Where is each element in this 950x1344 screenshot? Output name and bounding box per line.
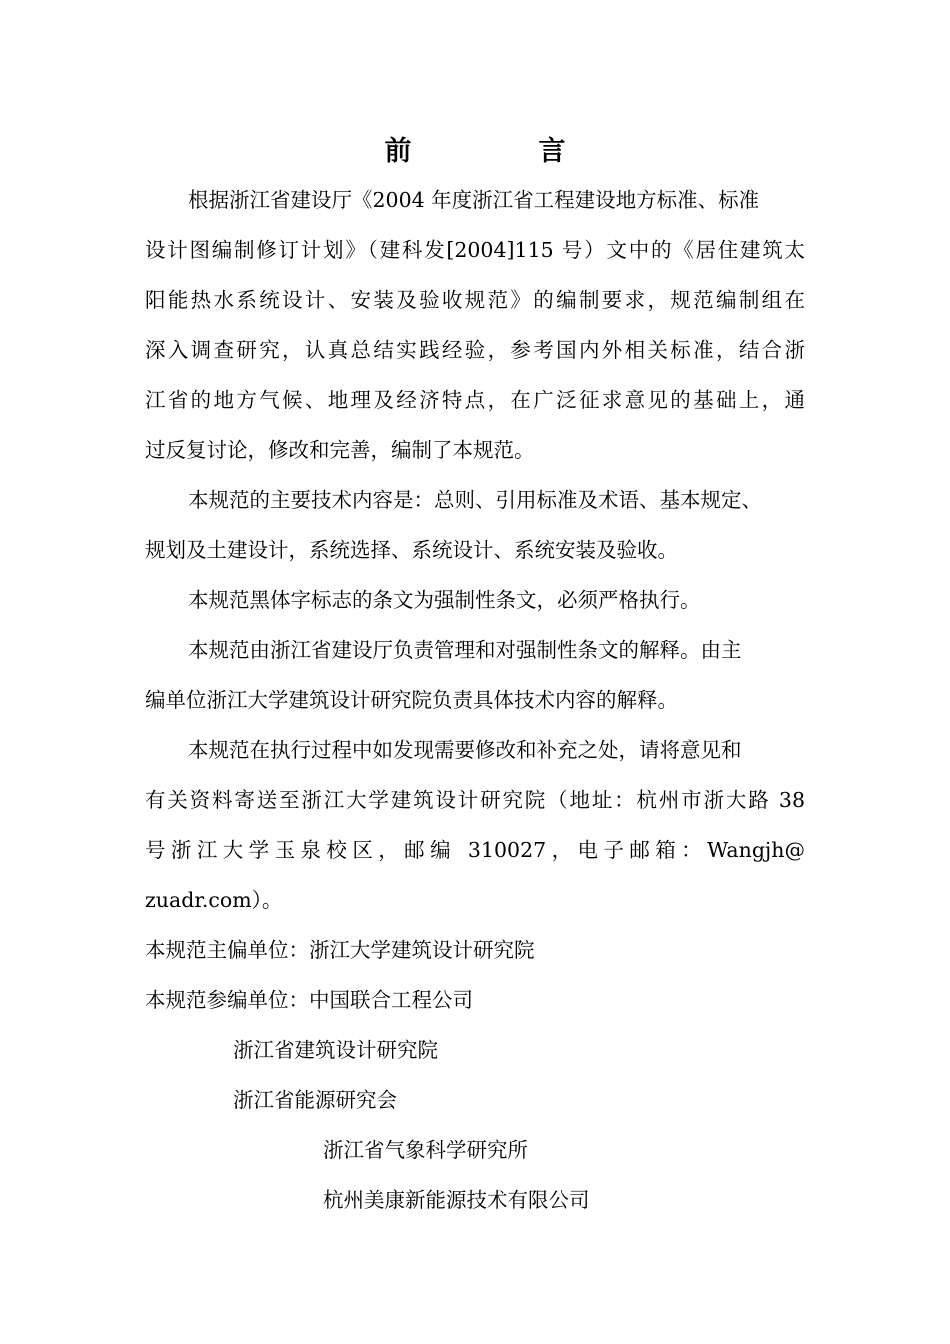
chief-unit-name: 浙江大学建筑设计研究院 (309, 938, 535, 962)
paragraph-3-line-1: 本规范黑体字标志的条文为强制性条文，必须严格执行。 (188, 588, 701, 612)
participating-unit-4: 浙江省气象科学研究所 (323, 1138, 528, 1162)
paragraph-1-line-5: 江省的地方气候、地理及经济特点，在广泛征求意见的基础上，通 (145, 388, 805, 412)
chief-unit-label: 本规范主偏单位： (145, 938, 309, 962)
paragraph-1-line-3: 阳能热水系统设计、安装及验收规范》的编制要求，规范编制组在 (145, 288, 805, 312)
participating-unit-label: 本规范参编单位： (145, 988, 309, 1012)
participating-unit-1: 中国联合工程公司 (309, 988, 473, 1012)
paragraph-2-line-1: 本规范的主要技术内容是：总则、引用标准及术语、基本规定、 (188, 488, 762, 512)
paragraph-2-line-2: 规划及土建设计，系统选择、系统设计、系统安装及验收。 (145, 538, 678, 562)
paragraph-4-line-2: 编单位浙江大学建筑设计研究院负责具体技术内容的解释。 (145, 688, 678, 712)
paragraph-1-line-6: 过反复讨论，修改和完善，编制了本规范。 (145, 438, 535, 462)
paragraph-4-line-1: 本规范由浙江省建设厅负责管理和对强制性条文的解释。由主 (188, 638, 742, 662)
participating-unit-3: 浙江省能源研究会 (233, 1088, 397, 1112)
participating-unit-5: 杭州美康新能源技术有限公司 (323, 1188, 590, 1212)
paragraph-5-line-3: 号浙江大学玉泉校区，邮编 310027，电子邮箱：Wangjh@ (145, 838, 805, 862)
paragraph-5-line-4: zuadr.com）。 (145, 888, 283, 912)
paragraph-1-line-4: 深入调查研究，认真总结实践经验，参考国内外相关标准，结合浙 (145, 338, 805, 362)
participating-unit-line (145, 984, 473, 1016)
paragraph-1-line-1: 根据浙江省建设厅《2004 年度浙江省工程建设地方标准、标准 (188, 188, 760, 212)
paragraph-5-line-1: 本规范在执行过程中如发现需要修改和补充之处，请将意见和 (188, 738, 742, 762)
participating-unit-2: 浙江省建筑设计研究院 (233, 1038, 438, 1062)
chief-unit-line (145, 934, 535, 966)
page-title: 前 言 (384, 136, 616, 167)
paragraph-1-line-2: 设计图编制修订计划》（建科发[2004]115 号）文中的《居住建筑太 (145, 238, 805, 262)
paragraph-5-line-2: 有关资料寄送至浙江大学建筑设计研究院（地址：杭州市浙大路 38 (145, 788, 805, 812)
